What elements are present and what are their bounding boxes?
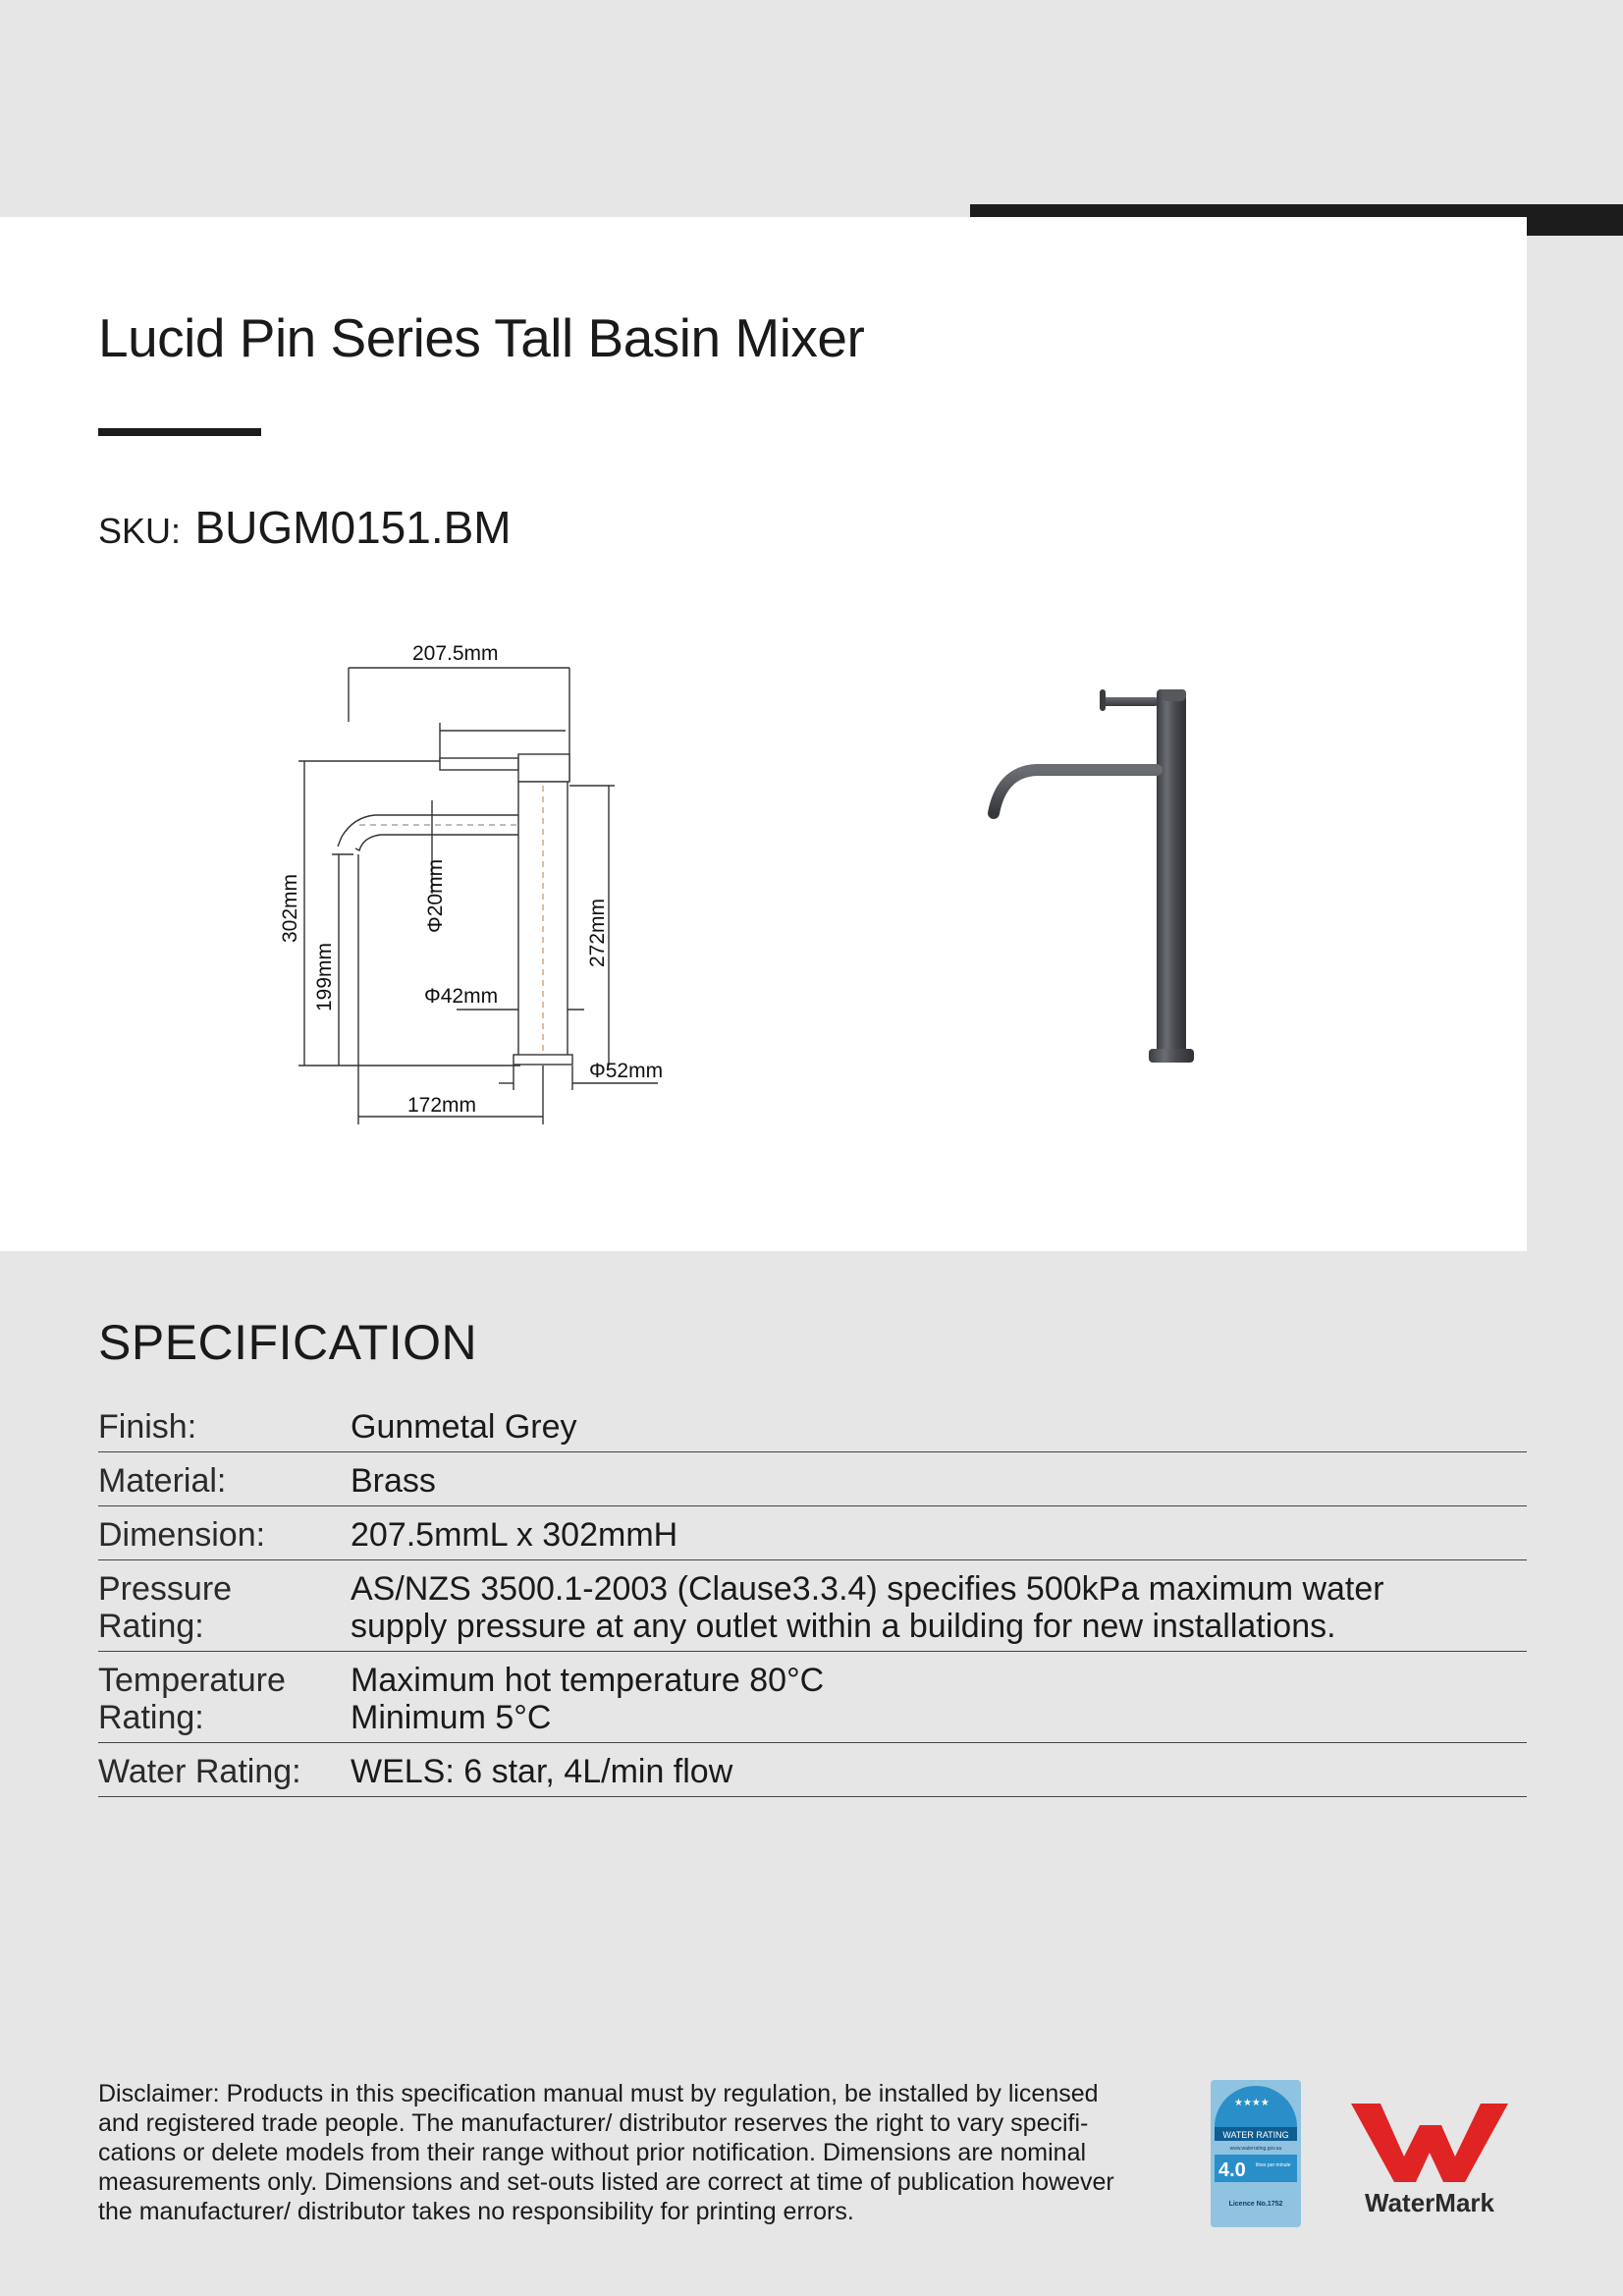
spec-label: Pressure Rating: <box>98 1560 351 1652</box>
dim-spout-height: 199mm <box>313 942 336 1011</box>
technical-drawing <box>265 629 697 1139</box>
spec-label: Temperature Rating: <box>98 1652 351 1743</box>
spec-value: Brass <box>351 1452 1527 1506</box>
spec-label: Dimension: <box>98 1506 351 1560</box>
spec-row-finish <box>98 1398 1527 1452</box>
wels-rating-logo <box>1211 2080 1301 2227</box>
wels-licence: Licence No.1752 <box>1228 2201 1283 2208</box>
dim-height-total: 302mm <box>279 873 301 943</box>
specification-heading: SPECIFICATION <box>98 1315 478 1370</box>
dim-body-height: 272mm <box>586 898 609 967</box>
spec-row-pressure <box>98 1560 1527 1652</box>
spec-label: Material: <box>98 1452 351 1506</box>
spec-row-dimension <box>98 1506 1527 1560</box>
wels-rating-unit: litres per minute <box>1256 2162 1291 2168</box>
spec-value: AS/NZS 3500.1-2003 (Clause3.3.4) specifies 500kPa maximum water supply pressure at any outlet within a building for new installations. <box>351 1560 1527 1652</box>
wels-heading: WATER RATING <box>1222 2130 1289 2140</box>
dim-base-dia: Φ52mm <box>589 1060 664 1082</box>
watermark-wordmark: WaterMark <box>1365 2188 1494 2217</box>
product-photo <box>943 668 1375 1080</box>
spec-row-water-rating <box>98 1743 1527 1797</box>
dim-reach: 172mm <box>407 1094 477 1117</box>
wels-stars: ★★★★ <box>1234 2098 1270 2108</box>
title-underline <box>98 428 261 436</box>
spec-label: Finish: <box>98 1398 351 1452</box>
watermark-logo <box>1347 2098 1512 2215</box>
spec-value: WELS: 6 star, 4L/min flow <box>351 1743 1527 1797</box>
spec-row-material <box>98 1452 1527 1506</box>
sku-value: BUGM0151.BM <box>194 502 512 553</box>
dim-spout-dia: Φ20mm <box>424 858 447 933</box>
wels-rating-value: 4.0 <box>1218 2159 1246 2181</box>
sku-line <box>98 501 512 554</box>
watermark-w-icon <box>1347 2098 1512 2188</box>
dim-width-total: 207.5mm <box>412 642 499 665</box>
specification-table <box>98 1398 1527 1797</box>
spec-label: Water Rating: <box>98 1743 351 1797</box>
dim-body-dia: Φ42mm <box>424 985 499 1008</box>
disclaimer: Disclaimer: Products in this specification manual must by regulation, be installed by licensed and registered trade people. The manufacturer/ distributor reserves the right to vary specifi- cations or delete models from their range without prior notification. Dimensions are nominal measurements only. Dimensions and set-outs listed are correct at time of publication however the manufacturer/ distributor takes no responsibility for printing errors. <box>98 2080 1114 2225</box>
top-band <box>0 0 1623 217</box>
spec-value: 207.5mmL x 302mmH <box>351 1506 1527 1560</box>
wels-url: www.waterrating.gov.au <box>1229 2146 1282 2152</box>
spec-value: Gunmetal Grey <box>351 1398 1527 1452</box>
spec-value: Maximum hot temperature 80°C Minimum 5°C <box>351 1652 1527 1743</box>
page-title: Lucid Pin Series Tall Basin Mixer <box>98 307 865 368</box>
sku-label: SKU: <box>98 511 182 551</box>
spec-row-temperature <box>98 1652 1527 1743</box>
